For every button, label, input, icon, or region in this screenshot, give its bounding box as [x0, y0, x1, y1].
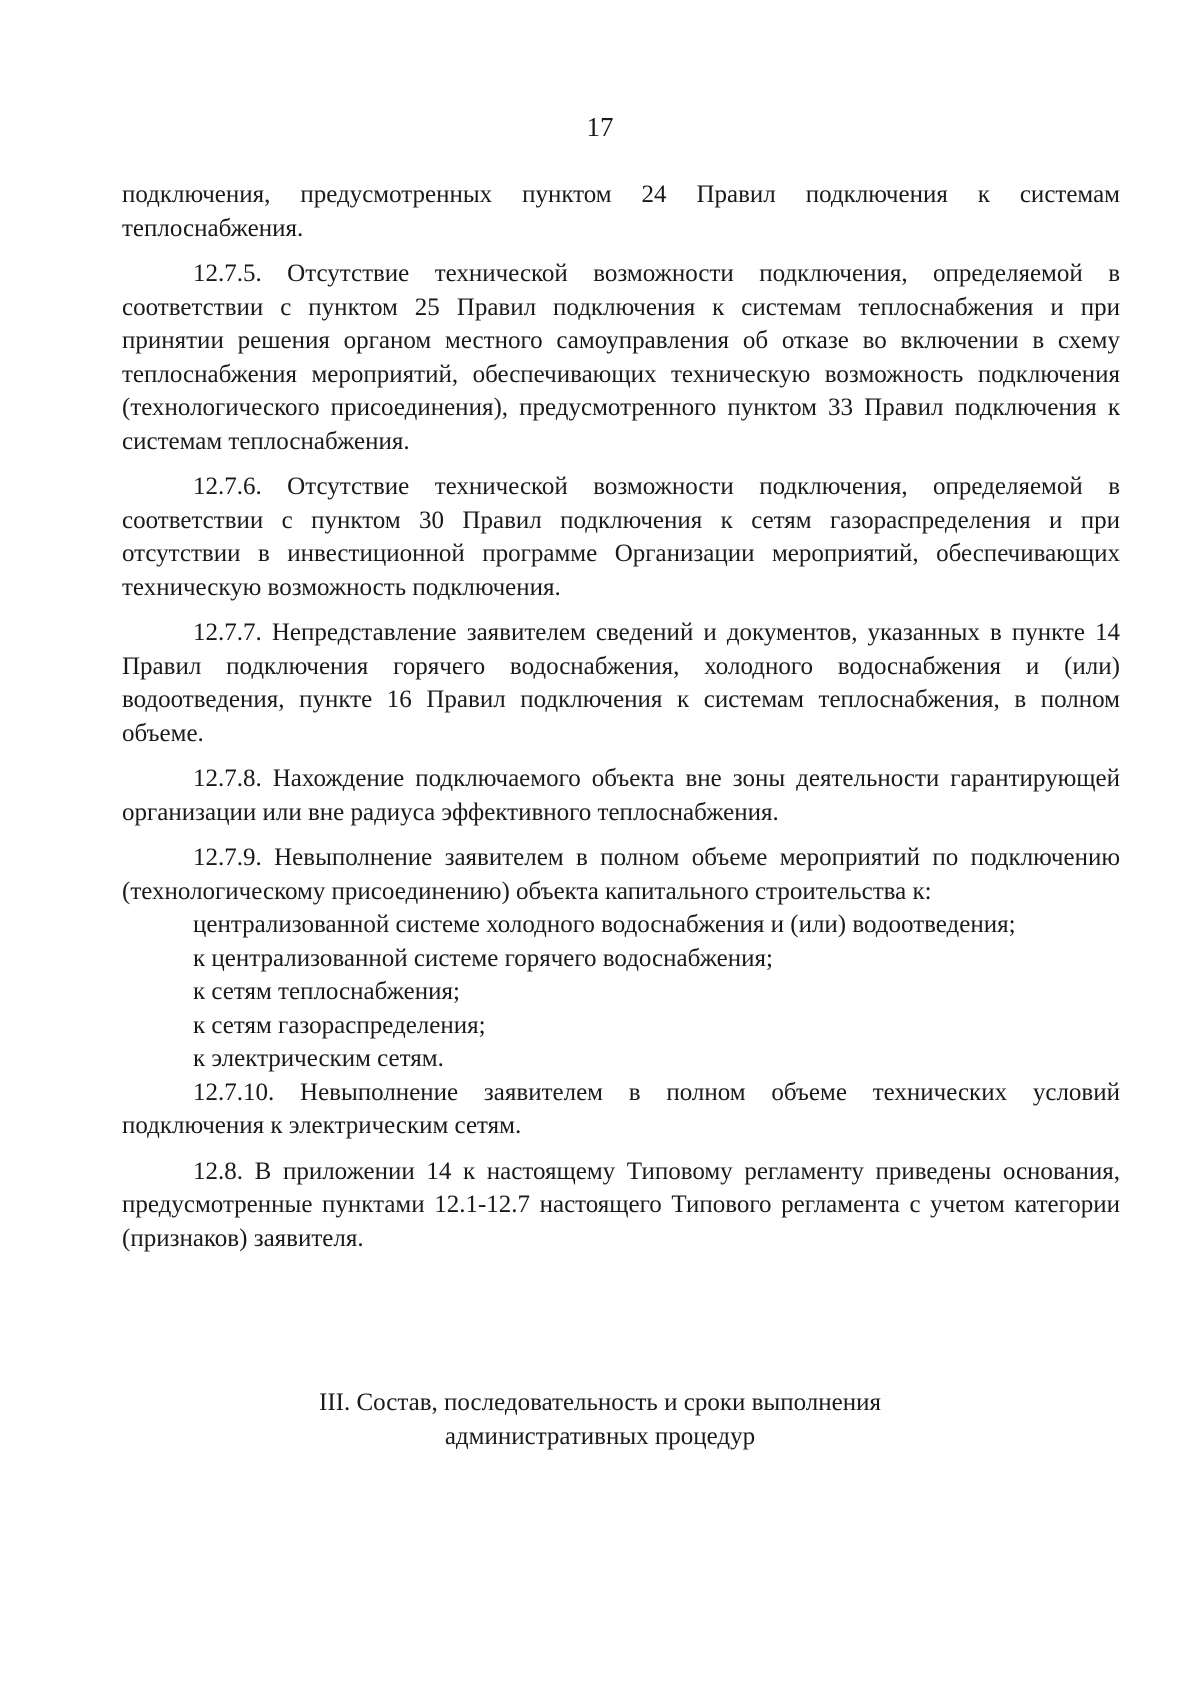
list-item-gas-networks: к сетям газораспределения;	[193, 1011, 486, 1039]
list-item-heat-networks: к сетям теплоснабжения;	[193, 978, 460, 1005]
section-heading	[0, 1386, 1200, 1454]
paragraph-12-7-7: 12.7.7. Непредставление заявителем сведений и документов, указанных в пункте 14 Правил подключения горячего водоснабжения, холодного водоснабжения и (или) водоотведения, пункте 16 Правил подключения к системам теплоснабжения, в полном объеме.	[122, 619, 1120, 747]
section-heading-line2: административных процедур	[444, 1423, 756, 1450]
list-item-electric-networks: к электрическим сетям.	[193, 1045, 444, 1072]
body-text	[122, 178, 1120, 1255]
paragraph-continuation: подключения, предусмотренных пунктом 24 Правил подключения к системам теплоснабжения.	[122, 181, 1120, 242]
section-heading-line1: III. Состав, последовательность и сроки выполнения	[319, 1389, 881, 1416]
paragraph-12-8: 12.8. В приложении 14 к настоящему Типовому регламенту приведены основания, предусмотренные пунктами 12.1-12.7 настоящего Типового регламента с учетом категории (признаков) заявителя.	[122, 1157, 1120, 1252]
paragraph-12-7-8: 12.7.8. Нахождение подключаемого объекта вне зоны деятельности гарантирующей организации или вне радиуса эффективного теплоснабжения.	[122, 765, 1120, 826]
paragraph-12-7-10: 12.7.10. Невыполнение заявителем в полном объеме технических условий подключения к электрическим сетям.	[122, 1078, 1120, 1139]
page-number: 17	[586, 112, 614, 142]
paragraph-12-7-5: 12.7.5. Отсутствие технической возможности подключения, определяемой в соответствии с пунктом 25 Правил подключения к системам теплоснабжения и при принятии решения органом местного самоуправления об отказе во включении в схему теплоснабжения мероприятий, обеспечивающих техническую возможность подключения (технологического присоединения), предусмотренного пунктом 33 Правил подключения к системам теплоснабжения.	[122, 260, 1120, 455]
paragraph-12-7-9: 12.7.9. Невыполнение заявителем в полном объеме мероприятий по подключению (технологическому присоединению) объекта капитального строительства к:	[122, 844, 1120, 905]
list-item-cold-water: централизованной системе холодного водоснабжения и (или) водоотведения;	[193, 911, 1016, 938]
paragraph-12-7-6: 12.7.6. Отсутствие технической возможности подключения, определяемой в соответствии с пунктом 30 Правил подключения к сетям газораспределения и при отсутствии в инвестиционной программе Организации мероприятий, обеспечивающих техническую возможность подключения.	[122, 473, 1120, 601]
list-item-hot-water: к централизованной системе горячего водоснабжения;	[193, 944, 773, 972]
